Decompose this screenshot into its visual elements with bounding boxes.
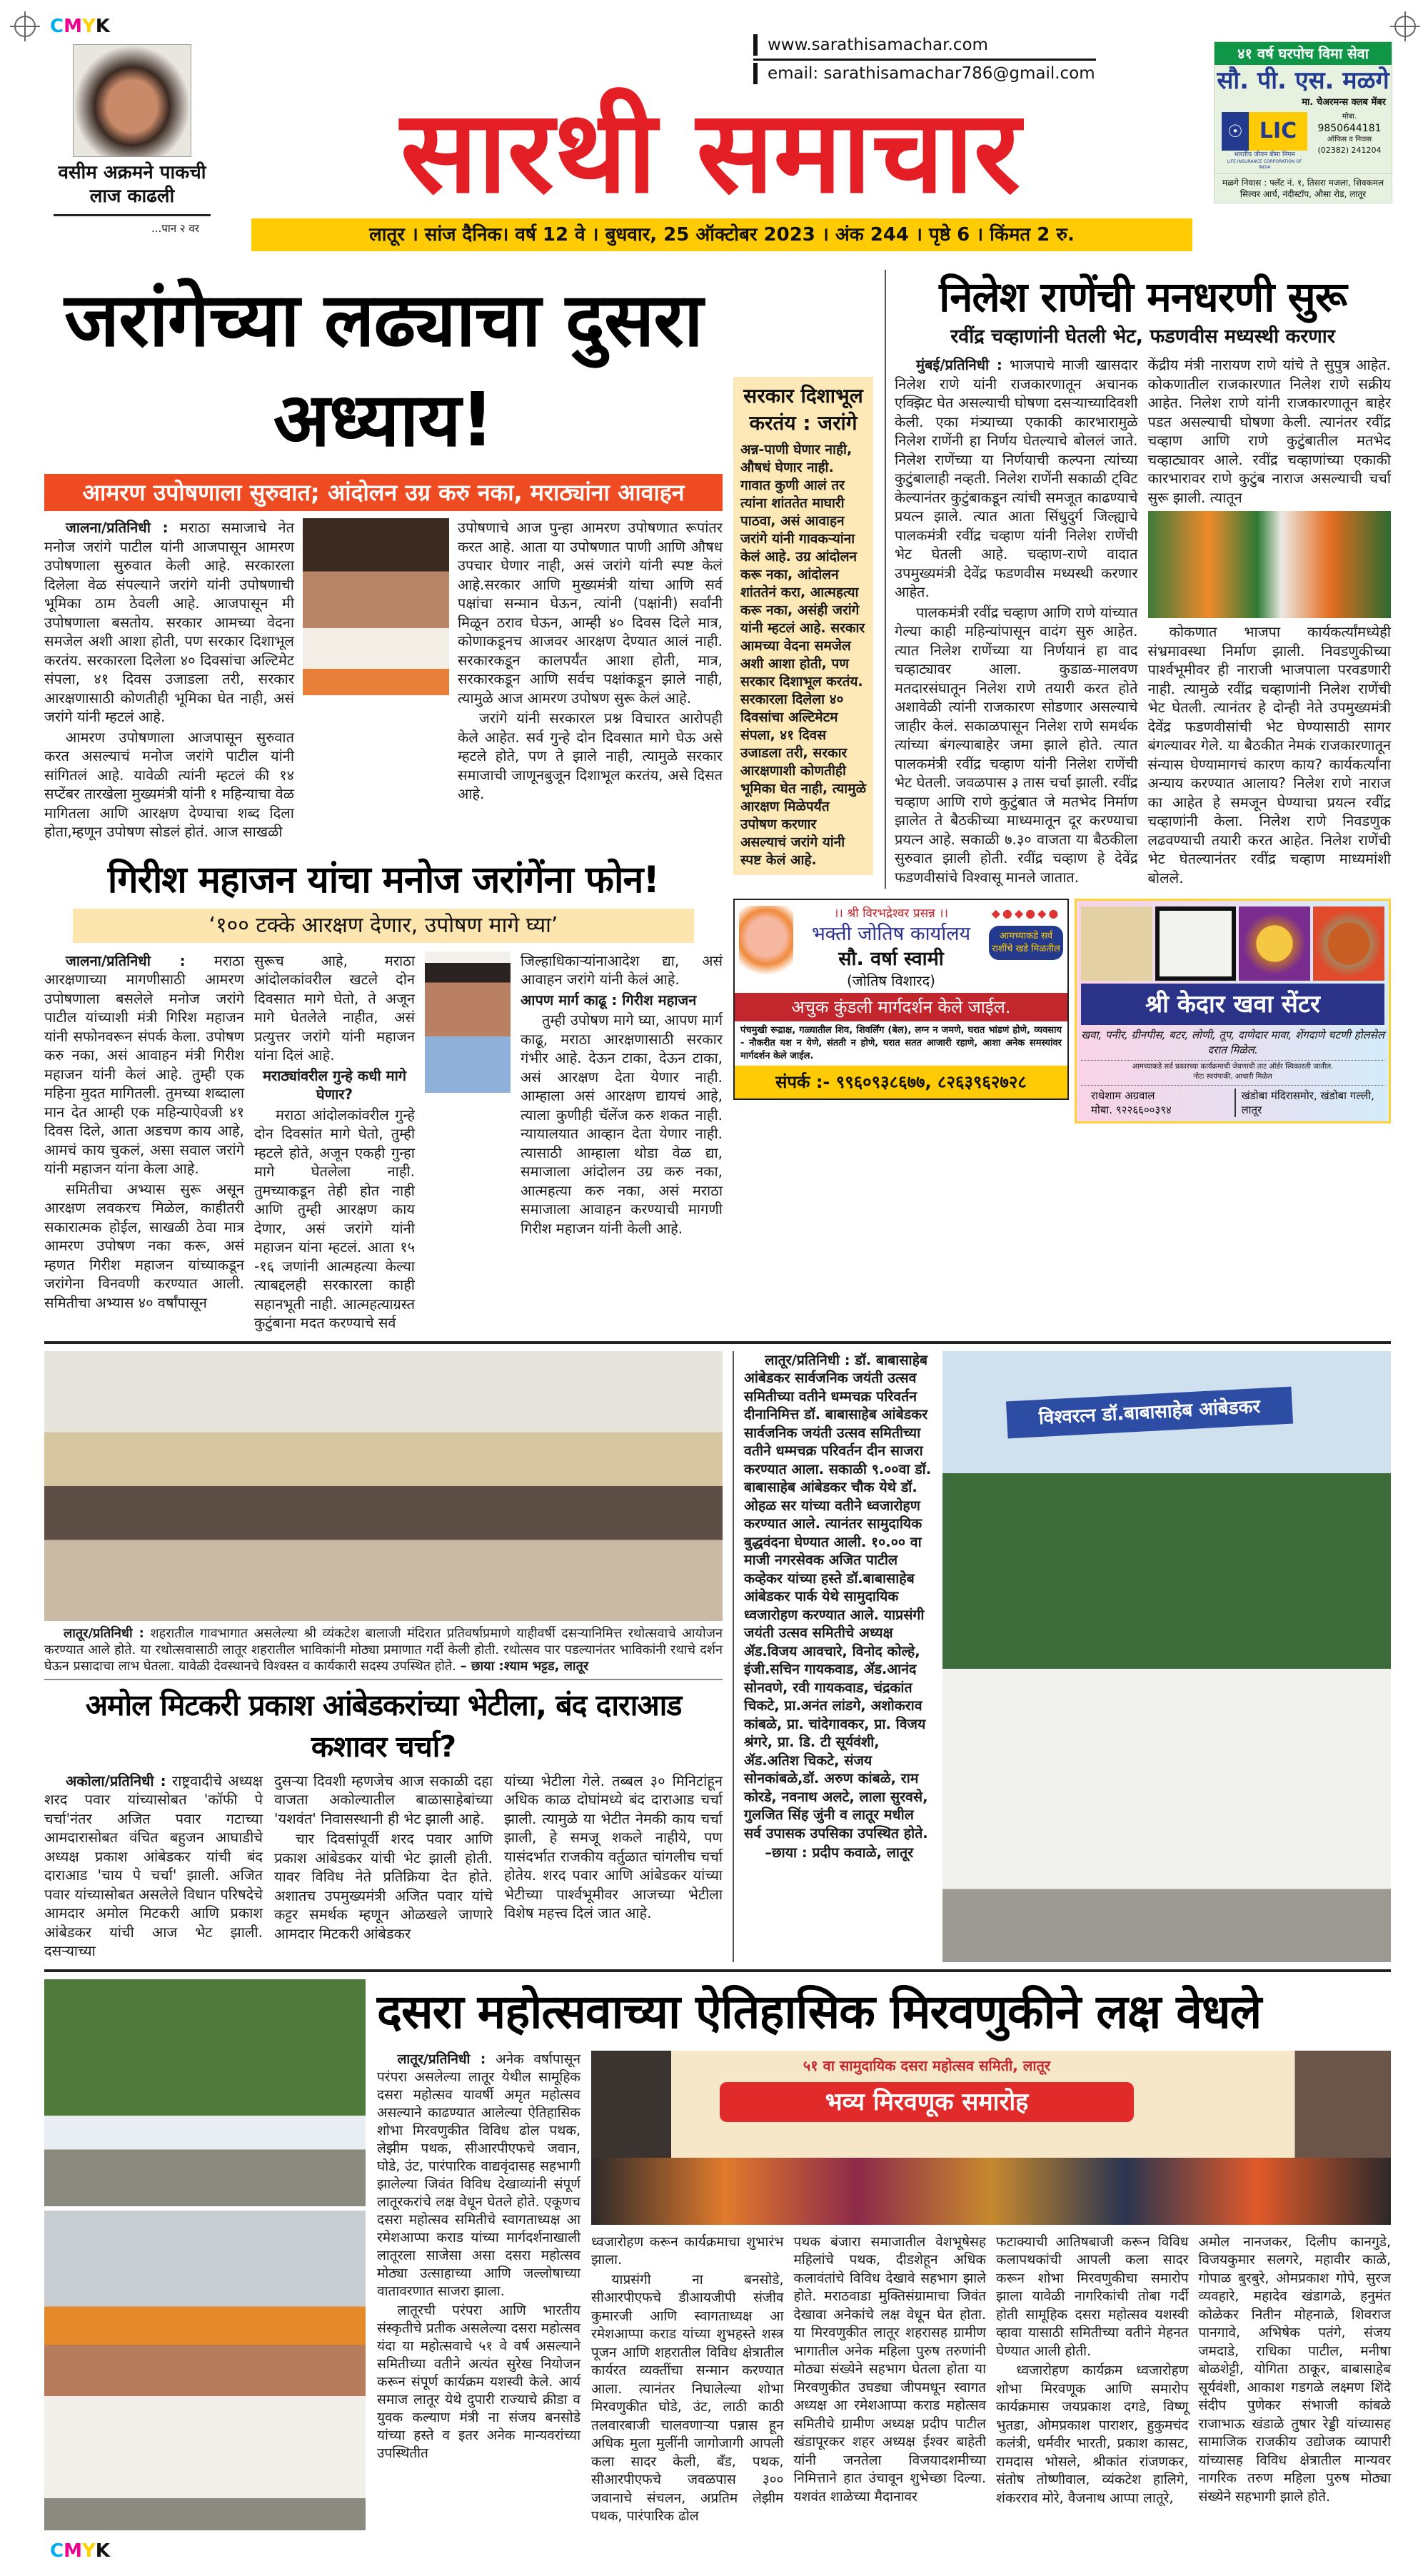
mahajan-column-3 bbox=[521, 951, 723, 1240]
registration-mark bbox=[1394, 16, 1416, 37]
paragraph: समितीचा अभ्यास सुरू असून आरक्षण लवकरच मिळेल, काहीतरी सकारात्मक होईल, साखळी ठेवा मात्र आमरण उपोषण नका करू, असं म्हणत गिरीश महाजन यांच्याकडून जरांगेना विनवणी करण्यात आली. समितीचा अभ्यास ४० वर्षांपासून bbox=[44, 1180, 244, 1311]
divider bbox=[44, 1679, 723, 1680]
cmyk-mark bbox=[50, 2540, 1391, 2562]
section-divider bbox=[44, 1969, 1391, 1972]
paragraph: जरांगे यांनी सरकारल प्रश्न विचारत आरोपही केले आहेत. सर्व गुन्हे दोन दिवसात मागे घेऊ असे म्हटले होते, पण ते झाले नाही, त्यामुळे सरकार समाजाची जाणूनबुजून दिशाभूल करतंय, असे दिसत आहे. bbox=[458, 709, 723, 802]
rane-subhead: रवींद्र चव्हाणांनी घेतली भेट, फडणवीस मध्यस्थी करणार bbox=[950, 325, 1335, 348]
paragraph: आमरण उपोषणाला आजपासून सुरुवात करत असल्याचं मनोज जरांगे पाटील यांनी सांगितलं आहे. यावेळी त्यांनी म्हटलं की १४ सप्टेंबर तारखेला मुख्यमंत्री यांनी १ महिन्याचा वेळ मागितला आणि आरक्षण देण्याचा शब्द दिला होता,म्हणून उपोषण सोडलं होतं. आज साखळी bbox=[44, 728, 294, 840]
paragraph: मराठा समाजाचे नेत मनोज जरांगे पाटील यांनी आजपासून आमरण उपोषणाला सुरुवात केली आहे. सरकारला दिलेला वेळ संपल्याने जरांगे यांनी उपोषणाची भूमिका ठाम ठेवली आहे. आजपासून मी उपोषणाला बसतोय. सरकार आमच्या वेदना समजेल अशी आशा होती, पण सरकार दिशाभूल करतंय. सरकारला दिलेला ४० दिवसांचा अल्टिमेट संपला, ४१ दिवस उजाडला तरी, सरकार आरक्षणासाठी कोणतीही भूमिका घेत नाही, असं जरांगे यांनी म्हटलं आहे. bbox=[44, 519, 294, 725]
agent-tagline: मा. चेअरमन्स क्लब मेंबर bbox=[1302, 97, 1386, 108]
cmyk-y: Y bbox=[81, 16, 96, 37]
email-link[interactable]: email: sarathisamachar786@gmail.com bbox=[753, 63, 1095, 84]
divider bbox=[54, 214, 211, 216]
agent-name: सौ. पी. एस. मळगे bbox=[1217, 66, 1389, 95]
teaser-jump[interactable]: ...पान २ वर bbox=[151, 222, 199, 235]
lic-advertisement[interactable] bbox=[1214, 41, 1392, 203]
cmyk-k: K bbox=[95, 16, 110, 37]
stage-banner: भव्य मिरवणूक समारोह bbox=[720, 2082, 1134, 2122]
lead-column-2 bbox=[458, 518, 723, 805]
lead-headline[interactable]: जरांगेच्या लढ्याचा दुसरा अध्याय! bbox=[64, 276, 703, 463]
paragraph: राष्ट्रवादीचे अध्यक्ष शरद पवार यांच्यासोबत 'कॉफी पे चर्चा'नंतर अजित पवार गटाच्या आमदारासोबत वंचित बहुजन आघाडीचे अध्यक्ष प्रकाश आंबेडकर यांची बंद दाराआड 'चाय पे चर्चा' झाली. अजित पवार यांच्यासोबत असलेले विधान परिषदेचे आमदार अमोल मिटकरी आणि प्रकाश आंबेडकर यांची आज भेट झाली. दसऱ्याच्या bbox=[44, 1772, 263, 1959]
rath-festival-photo bbox=[44, 1351, 723, 1621]
paragraph: मराठा आरक्षणाच्या मागणीसाठी आमरण उपोषणाला बसलेले मनोज जरांगे पाटील यांच्याशी मंत्री गिरिश महाजन यांनी सफोनवरून संपर्क केला. उपोषण करु नका, असं आवाहन मंत्री गिरीश महाजन यांनी केलं आहे. तुम्ही एक महिना मुदत मागितली. तुमच्या शब्दाला मान देत आम्ही एक महिन्याऐवजी ४१ दिवस दिले, आता अडचण काय आहे, आमचं काय चुकलं, असा सवाल जरांगे यांनी महाजन यांना केला आहे. bbox=[44, 951, 244, 1177]
cmyk-y: Y bbox=[81, 2540, 96, 2562]
dateline: अकोला/प्रतिनिधी : bbox=[66, 1772, 166, 1789]
rane-column-2b bbox=[1148, 622, 1392, 887]
rane-column-2 bbox=[1148, 355, 1392, 507]
lic-logo-text: LIC bbox=[1249, 112, 1307, 151]
lic-emblem-icon: ☉ bbox=[1222, 112, 1249, 151]
shop-mobile[interactable]: मोबा. ९२२६६००३९४ bbox=[1091, 1103, 1172, 1116]
sidebar-body: अन्न-पाणी घेणार नाही, औषधं घेणार नाही. गावात कुणी आलं तर त्यांना शांततेत माघारी पाठवा, असं आवाहन जरांगे यांनी गावकऱ्यांना केलं आहे. उग्र आंदोलन करू नका, आंदोलन शांततेनं करा, आत्महत्या करू नका, असंही जरांगे यांनी म्हटलं आहे. सरकार आमच्या वेदना समजेल अशी आशा होती, पण सरकार दिशाभूल करतंय. सरकारला दिलेला ४० दिवसांचा अल्टिमेटम संपला, ४१ दिवस उजाडला तरी, सरकार आरक्षणाशी कोणतीही भूमिका घेत नाही, त्यामुळे आरक्षण मिळेपर्यंत उपोषण करणार असल्याचं जरांगे यांनी स्पष्ट केलं आहे. bbox=[740, 442, 867, 868]
masthead bbox=[44, 0, 1391, 264]
paragraph: सुरूच आहे, मराठा आंदोलकांवरील खटले दोन दिवसात मागे घेतो, ते अजून मागे घेतलेले नाहीत, असं प्रत्युत्तर जरांगे यांनी महाजन यांना दिलं आहे. bbox=[254, 951, 415, 1064]
mitkari-column-2 bbox=[274, 1772, 493, 1945]
dasara-column-3 bbox=[794, 2233, 987, 2508]
middle-section bbox=[44, 1351, 1391, 1962]
ambedkar-article bbox=[744, 1351, 932, 1864]
wasim-akram-photo bbox=[73, 44, 191, 157]
ghee-image bbox=[1239, 906, 1310, 981]
dignitaries-photo bbox=[44, 2211, 366, 2530]
section-divider bbox=[44, 1341, 1391, 1344]
rane-column-1 bbox=[895, 355, 1138, 888]
teaser-headline[interactable]: वसीम अक्रमने पाकची लाज काढली bbox=[58, 162, 206, 207]
top-section bbox=[44, 270, 1391, 1334]
mahajan-column-2 bbox=[254, 951, 415, 1334]
dateline: लातूर/प्रतिनिधी : bbox=[765, 1351, 850, 1368]
caption-text: शहरातील गावभागात असलेल्या श्री व्यंकटेश बालाजी मंदिरात प्रतिवर्षाप्रमाणे याहीवर्षी दसऱ्यानिमित्त रथोत्सवाचे आयोजन करण्यात आले होते. या रथोत्सवासाठी लातूर शहरातील भाविकांनी मोठ्या प्रमाणात गर्दी केली होती. रथोत्सव पार पडल्यानंतर भाविकांनी रथाचे दर्शन घेऊन प्रसादाचा लाभ घेतला. यावेळी देवस्थानचे विश्वस्त व कार्यकारी सदस्य उपस्थित होते. bbox=[44, 1625, 723, 1674]
cmyk-m: M bbox=[64, 16, 82, 37]
dateline-bar: लातूर । सांज दैनिक। वर्ष 12 वे । बुधवार, 25 ऑक्टोबर 2023 । अंक 244 । पृष्ठे 6 । किंमत 2 रु. bbox=[251, 218, 1192, 251]
paragraph: अनेक वर्षापासून परंपरा असलेल्या लातूर येथील सामूहिक दसरा महोत्सव यावर्षी अमृत महोत्सव असल्याने काढण्यात आलेल्या ऐतिहासिक शोभा मिरवणुकीत विविध ढोल पथक, लेझीम पथक, सीआरपीएफचे जवान, घोडे, उंट, पारंपारिक वाद्यवृंदासह सहभागी झालेल्या जिवंत विविध देखाव्यांनी संपूर्ण लातूरकरांचे लक्ष वेधून घेतले होते. एकूणच दसरा महोत्सव समितीचे स्वागताध्यक्ष आ रमेशआप्पा कराड यांच्या मार्गदर्शनाखाली लातूरला साजेसा असा दसरा महोत्सव मोठ्या उत्साहाच्या आणि जल्लोषाच्या वातावरणात साजरा झाला. bbox=[377, 2051, 580, 2299]
paragraph: ध्वजारोहण करून कार्यक्रमाचा शुभारंभ झाला. bbox=[591, 2233, 784, 2268]
photo-credit: – छाया :श्याम भट्टड, लातूर bbox=[460, 1658, 589, 1674]
stage-performers bbox=[591, 2158, 1391, 2225]
paragraph: यांच्या भेटीला गेले. तब्बल ३० मिनिटांहून अधिक काळ दोघांमध्ये बंद दाराआड चर्चा झाली. त्यामुळे या भेटीत नेमकी काय चर्चा झाली, हे समजू शकले नाहीये, पण यासंदर्भात राजकीय वर्तुळात चांगलीच चर्चा होतेय. शरद पवार आणि आंबेडकर यांच्या भेटीच्या पार्श्वभूमीवर आजच्या भेटीला विशेष महत्त्व दिलं जात आहे. bbox=[504, 1772, 723, 1921]
ads-row bbox=[733, 899, 1391, 1123]
girish-mahajan-photo bbox=[425, 951, 511, 1093]
sidebar-box bbox=[733, 377, 873, 875]
paragraph: कोकणात भाजपा कार्यकर्त्यांमध्येही संभ्रमावस्था निर्माण झाली. निवडणुकीच्या पार्श्वभूमीवर ही नाराजी भाजपाला परवडणारी नाही. त्यामुळे रवींद्र चव्हाणांनी निलेश राणेंची भेट घेतली. त्यानंतर हे दोन्ही नेते उपमुख्यमंत्री देवेंद्र फडणवीसांची भेट घेण्यासाठी सागर बंगल्यावर गेले. या बैठकीत नेमकं राजकारणातून संन्यास घेण्यामागचं कारण काय? कार्यकर्त्यांना अन्याय करण्यात आलाय? निलेश राणे नाराज का आहेत हे समजून घेण्याचा प्रयत्न रवींद्र चव्हाणांनी केला. निलेश राणे निवडणुक लढवण्याची तयारी करत आहेत. निलेश राणेंची भेट घेतल्यानंतर रवींद्र चव्हाण माध्यमांशी बोलले. bbox=[1147, 623, 1391, 887]
paragraph: तुम्ही उपोषण मागे घ्या, आपण मार्ग काढू, मराठा आरक्षणासाठी सरकार गंभीर आहे. देऊन टाका, देऊन टाका, असं आरक्षण देता येणार नाही. आम्हाला असं आरक्षण द्यायचं आहे, त्याला कुणीही चॅलेंज करु शकत नाही. न्यायालयात आव्हान देता येणार नाही. त्यासाठी आम्हाला थोडा वेळ द्या, समाजाला आंदोलन उग्र करु नका, आत्महत्या करु नका, असं मराठा समाजाला आवाहन करण्याची मागणी गिरीश महाजन यांनी केली आहे. bbox=[521, 1011, 723, 1237]
paragraph: दुसऱ्या दिवशी म्हणजेच आज सकाळी दहा वाजता अकोल्यातील बाळासाहेबांच्या 'यशवंत' निवासस्थानी ही भेट झाली आहे. bbox=[274, 1772, 493, 1827]
paragraph: केंद्रीय मंत्री नारायण राणे यांचे ते सुपुत्र आहेत. कोकणातील राजकारणात निलेश राणे सक्रीय आहेत. निलेश राणे यांनी राजकारणातून बाहेर पडत असल्याची घोषणा केली. त्यानंतर रवींद्र चव्हाण आणि राणे कुटुंबातील मतभेद चव्हाट्यावर आले. रवींद्र चव्हाणांच्या एकाकी कारभारावर राणे कुटुंब नाराज असल्याची चर्चा सुरू झाली. त्यातून bbox=[1147, 356, 1391, 506]
dasara-column-4 bbox=[996, 2233, 1189, 2510]
shop-address: खंडोबा मंदिरासमोर, खंडोबा गल्ली, लातूर bbox=[1235, 1089, 1385, 1117]
paragraph: पालकमंत्री रवींद्र चव्हाण आणि राणे यांच्यात गेल्या काही महिन्यांपासून वादंग सुरु आहेत. त्यात निलेश राणेंच्या या निर्णयानं हा वाद चव्हाट्यावर आला. कुडाळ-मालवण मतदारसंघातून निलेश राणे तयारी करत होते अशावेळी त्यांनी राजकारण सोडणार असल्याचे जाहीर केलं. सकाळपासून निलेश राणे समर्थक त्यांच्या बंगल्याबाहेर जमा झाले होते. त्यात पालकमंत्री रवींद्र चव्हाण यांनी निलेश राणेंची भेट घेतली. जवळपास ३ तास चर्चा झाली. रवींद्र चव्हाण आणि राणे कुटुंबात जे मतभेद निर्माण झालेत ते बैठकीच्या माध्यमातून दूर करण्याचा प्रयत्न आहे. सकाळी ७.३० वाजता या बैठकीला सुरुवात झाली होती. रवींद्र चव्हाण हे देवेंद्र फडणवीसांचे विश्वासू मानले जातात. bbox=[895, 603, 1138, 886]
shop-owner: राधेशाम अग्रवाल bbox=[1091, 1089, 1155, 1102]
cmyk-c: C bbox=[50, 2540, 64, 2562]
dasara-stage-photo bbox=[591, 2051, 1391, 2225]
mitkari-column-1 bbox=[44, 1772, 263, 1962]
paragraph: डॉ. बाबासाहेब आंबेडकर सार्वजनिक जयंती उत्सव समितीच्या वतीने धम्मचक्र परिवर्तन दीनानिमित्त डॉ. बाबासाहेब आंबेडकर सार्वजनिक जयंती उत्सव समितीच्या वतीने धम्मचक्र परिवर्तन दीन साजरा करण्यात आला. सकाळी ९.००वा डॉ. बाबासाहेब आंबेडकर चौक येथे डॉ. ओहळ सर यांच्या वतीने ध्वजारोहण करण्यात आले. त्यानंतर सामुदायिक बुद्धवंदना घेण्यात आली. १०.०० वा माजी नगरसेवक अजित पाटील कव्हेकर यांच्या हस्ते डॉ.बाबासाहेब आंबेडकर पार्क येथे सामुदायिक ध्वजारोहण करण्यात आले. याप्रसंगी जयंती उत्सव समितीचे अध्यक्ष ॲड.विजय आवचारे, विनोद कोल्हे, इंजी.सचिन गायकवाड, ॲड.आनंद सोनवणे, रवी गायकवाड, चंद्रकांत चिकटे, प्रा.अनंत लांडगे, अशोकराव कांबळे, प्रा. चांदेगावकर, प्रा. विजय श्रंगरे, प्रा. डि. टी सूर्यवंशी, ॲड.अतिश चिकटे, संजय सोनकांबळे,डॉ. अरुण कांबळे, राम कोरडे, नवनाथ अलटे, लाला सुरवसे, गुलजित सिंह जुंनी व लातूर मधील सर्व उपासक उपसिका उपस्थित होते. bbox=[744, 1351, 932, 1842]
dasara-column-5 bbox=[1199, 2233, 1392, 2508]
column-rule bbox=[733, 1351, 734, 1962]
chutney-image bbox=[1313, 906, 1384, 981]
paragraph: पथक बंजारा समाजातील वेशभूषेसह महिलांचे पथक, दीडशेहून अधिक कलावंतांचे विविध देखावे सहभाग झाले होते. मराठवाडा मुक्तिसंग्रामाचा जिवंत देखावा अनेकांचे लक्ष वेधून घेत होता. या मिरवणुकीत लातूर शहरासह ग्रामीण भागातील अनेक महिला पुरुष तरुणांनी मोठ्या संख्येने सहभाग घेतला होता या मिरवणुकीत उघड्या जीपमधून स्वागत अध्यक्ष आ रमेशआप्पा कराड महोत्सव समितीचे ग्रामीण अध्यक्ष प्रदीप पाटील खंडापूरकर शहर अध्यक्ष ईश्वर बाहेती यांनी जनतेला विजयादशमीच्या निमित्ताने हात उंचावून शुभेच्छा दिल्या. यशवंत शाळेच्या मैदानावर bbox=[793, 2233, 986, 2505]
khava-image bbox=[1081, 906, 1152, 981]
newspaper-title: सारथी समाचार bbox=[400, 85, 1021, 218]
registration-mark bbox=[14, 16, 36, 37]
dateline: लातूर/प्रतिनिधी : bbox=[397, 2051, 486, 2067]
astro-services: पंचमुखी रूद्राक्ष, गळ्यातील शिव, शिवर्लिंग (बेल), लग्न न जमणे, घरात भांडणं होणे, व्यवसाय - नौकरीत यश न येणे, संतती न होणे, घरात सतत आजारी रहाणे, आशा अनेक समस्यांवर मार्गदर्शन केले जाईल. bbox=[740, 1025, 1062, 1061]
dateline: जालना/प्रतिनिधी : bbox=[66, 951, 186, 969]
astro-banner: अचुक कुंडली मार्गदर्शन केले जाईल. bbox=[735, 993, 1067, 1021]
dasara-headline-lead[interactable]: दसरा bbox=[377, 1984, 463, 2039]
shop-name: श्री केदार खवा सेंटर bbox=[1081, 984, 1384, 1025]
paragraph: भाजपाचे माजी खासदार निलेश राणे यांनी राजकारणातून अचानक एक्झिट घेत असल्याची घोषणा दसऱ्याच्यादिवशी केली. एका मंत्र्याच्या एकाकी कारभारामुळे निलेश राणेंनी हा निर्णय घेतल्याचे बोललं जाते. निलेश राणेंच्या या निर्णयाची कल्पना त्यांच्या कुटुंबालाही नव्हती. निलेश राणेंनी सकाळी ट्विट केल्यानंतर कुटुंबाकडून त्यांची समजूत काढण्याचे प्रयत्न झाले. त्यात आता सिंधुदुर्ग जिल्ह्याचे पालकमंत्री रवींद्र चव्हाण यांनी निलेश राणेंची भेट घेतली आहे. चव्हाण-राणे वादात उपमुख्यमंत्री देवेंद्र फडणवीस मध्यस्थी करणार आहेत. bbox=[895, 356, 1138, 600]
lic-logo-sub-en: LIFE INSURANCE CORPORATION OF INDIA bbox=[1227, 159, 1302, 170]
mitkari-column-3 bbox=[504, 1772, 723, 1924]
dasara-section bbox=[44, 1979, 1391, 2530]
mobile-label: मोबा. bbox=[1342, 113, 1357, 121]
gemstones-icon: ◆●◆●◆● bbox=[991, 906, 1061, 920]
paragraph: लातूरची परंपरा आणि भारतीय संस्कृतीचे प्रतीक असलेल्या दसरा महोत्सव यंदा या महोत्सवाचे ५१ वे वर्ष असल्याने समितीच्या वतीने अत्यंत सुरेख नियोजन करून संपूर्ण कार्यक्रम यशस्वी केले. आर्य समाज लातूर येथे दुपारी राज्याचे क्रीडा व युवक कल्याण मंत्री ना संजय बनसोडे यांच्या हस्ते व इतर अनेक मान्यवरांच्या उपस्थितीत bbox=[377, 2302, 580, 2461]
rane-story bbox=[885, 270, 1391, 889]
khava-center-advertisement[interactable] bbox=[1075, 899, 1391, 1123]
photo-credit: –छाया : प्रदीप कवाळे, लातूर bbox=[765, 1844, 914, 1861]
office-phone[interactable]: (02382) 241204 bbox=[1317, 146, 1382, 155]
dateline: जालना/प्रतिनिधी : bbox=[66, 519, 169, 536]
cmyk-k: K bbox=[95, 2540, 110, 2562]
paragraph: मराठा आंदोलकांवरील गुन्हे दोन दिवसांत मागे घेतो, तुम्ही म्हटले होते, अजून एकही गुन्हा मागे घेतलेला नाही. तुमच्याकडून तेही होत नाही आणि तुम्ही आरक्षण काय देणार, असं जरांगे यांनी महाजन यांना म्हटलं. आता १५ -१६ जणांनी आत्महत्या केल्या त्याबद्दलही सरकारला काही सहानभूती नाही. आत्महत्याग्रस्त कुटुंबाना मदत करण्याचे सर्व bbox=[254, 1106, 415, 1331]
cmyk-c: C bbox=[50, 16, 64, 37]
dasara-headline[interactable]: महोत्सवाच्या ऐतिहासिक मिरवणुकीने लक्ष वेधले bbox=[477, 1984, 1262, 2039]
subhead: आपण मार्ग काढू : गिरीश महाजन bbox=[521, 991, 697, 1009]
office-label: ऑफिस व निवास bbox=[1327, 136, 1372, 143]
lic-logo-sub: भारतीय जीवन बीमा निगम bbox=[1234, 151, 1295, 158]
dasara-column-2 bbox=[591, 2233, 784, 2527]
shop-note: नोटः स्वयंपाकी, आचारी मिळेल bbox=[1193, 1073, 1272, 1081]
shop-orders: आमच्याकडे सर्व प्रकारच्या कार्यक्रमाची जेवणाची ताट ऑर्डर स्विकारली जातील. bbox=[1081, 1060, 1384, 1072]
sidebar-headline[interactable]: सरकार दिशाभूल करतंय : जरांगे bbox=[743, 384, 863, 435]
paragraph: याप्रसंगी ना बनसोडे, सीआरपीएफचे डीआयजीपी संजीव कुमारजी आणि स्वागताध्यक्ष आ रमेशआप्पा कराड यांच्या शुभहस्ते शस्त्र पूजन आणि शहरातील विविध क्षेत्रातील कार्यरत व्यक्तींचा सन्मान करण्यात आला. त्यानंतर निघालेल्या शोभा मिरवणुकीत घोडे, उंट, लाठी काठी तलवारबाजी चालवणाऱ्या पन्नास हून अधिक मुला मुलींनी जागोजागी आपली कला सादर केली, बँड, पथक, सीआरपीएफचे जवळपास ३०० जवानाचे संचलन, अप्रतिम लेझीम पथक, पारंपारिक ढोल bbox=[591, 2271, 784, 2524]
divider bbox=[753, 59, 1096, 61]
agent-address: मळगे निवास : फ्लॅट नं. १, तिसरा मजला, शिवकमल सिल्वर आर्च, नंदीस्टॉप, औसा रोड, लातूर bbox=[1215, 173, 1392, 200]
dasara-headline-row bbox=[377, 1979, 1391, 2045]
stage-banner-top: ५१ वा सामुदायिक दसरा महोत्सव समिती, लातूर bbox=[803, 2056, 1051, 2074]
paragraph: फटाक्याची आतिषबाजी करून विविध कलापथकांची आपली कला सादर करून शोभा मिरवणुकीचा समारोप झाला यावेळी नागरिकांची तोबा गर्दी होती सामूहिक दसरा महोत्सव यशस्वी व्हावा यासाठी समितीच्या वतीने मेहनत घेण्यात आली होती. bbox=[996, 2233, 1189, 2359]
cmyk-mark bbox=[50, 16, 110, 37]
dateline: लातूर/प्रतिनिधी : bbox=[64, 1625, 144, 1641]
manoj-jarange-photo bbox=[303, 518, 449, 695]
gemstone-badge: आमच्याकडे सर्व राशींचे खडे मिळतील bbox=[989, 926, 1063, 960]
ambedkar-memorial-photo bbox=[942, 1351, 1391, 1962]
paneer-image bbox=[1155, 906, 1235, 981]
paragraph: चार दिवसांपूर्वी शरद पवार आणि प्रकाश आंबेडकर यांची भेट झाली होती. यावर विविध नेते प्रतिक्रिया देत होते. अशातच उपमुख्यमंत्री अजित पवार यांचे कट्टर समर्थक म्हणून ओळखले जाणारे आमदार मिटकरी आंबेडकर bbox=[274, 1830, 493, 1942]
astro-contact[interactable]: संपर्क :- ९९६०९३८६७७, ८२६३९६२७२८ bbox=[735, 1066, 1067, 1098]
astrology-advertisement[interactable] bbox=[733, 899, 1069, 1100]
rath-caption bbox=[44, 1625, 723, 1675]
mahajan-column-1 bbox=[44, 951, 244, 1314]
shop-products: खवा, पनीर, ग्रीनपीस, बटर, लोणी, तूप, दाणेदार मावा, शेंगदाणे चटणी होलसेल दरात मिळेल. bbox=[1081, 1029, 1384, 1056]
memorial-sign: विश्वरत्न डॉ.बाबासाहेब आंबेडकर bbox=[1006, 1386, 1293, 1438]
mahajan-subhead: ‘१०० टक्के आरक्षण देणार, उपोषण मागे घ्या’ bbox=[73, 909, 694, 943]
rane-headline[interactable]: निलेश राणेंची मनधरणी सुरू bbox=[939, 273, 1347, 321]
paragraph: उपोषणाचे आज पुन्हा आमरण उपोषणात रूपांतर करत आहे. आता या उपोषणात पाणी आणि औषध उपचार घेणार नाही, असं जरांगे यांनी स्पष्ट केलं आहे.सरकार आणि मुख्यमंत्री यांचा आणि सर्व पक्षांचा सन्मान घेऊन, त्यांनी (पक्षांनी) सर्वांनी मिळून ठराव घेऊन, आम्ही ४० दिवस दिले मात्र, कोणाकडूनच आजवर आरक्षण देण्यात आलं नाही. सरकारकडून कालपर्यंत आशा होती, मात्र, सरकारकडून आणि सर्वच पक्षांकडून झाले नाही, त्यामुळे आज आमरण उपोषण सुरू केलं आहे. bbox=[458, 519, 723, 707]
ganesha-image bbox=[739, 906, 793, 984]
flag-hoisting-photo bbox=[44, 1979, 366, 2206]
website-link[interactable]: www.sarathisamachar.com bbox=[753, 34, 988, 56]
lic-logo bbox=[1222, 112, 1307, 171]
subhead: मराठ्यांवरील गुन्हे कधी मागे घेणार? bbox=[262, 1066, 407, 1103]
mahajan-headline[interactable]: गिरीश महाजन यांचा मनोज जरांगेंना फोन! bbox=[107, 858, 660, 901]
mobile-number[interactable]: 9850644181 bbox=[1317, 123, 1382, 134]
mitkari-headline[interactable]: अमोल मिटकरी प्रकाश आंबेडकरांच्या भेटीला, बंद दाराआड कशावर चर्चा? bbox=[85, 1687, 682, 1764]
cmyk-m: M bbox=[64, 2540, 82, 2562]
dasara-column-1 bbox=[377, 2051, 580, 2464]
dateline: मुंबई/प्रतिनिधी : bbox=[916, 356, 1002, 373]
paragraph: ध्वजारोहण कार्यक्रम ध्वजारोहण शोभा मिरवणूक आणि समारोप कार्यक्रमास जयप्रकाश दगडे, विष्णू भुतडा, ओमप्रकाश पाराशर, हुकुमचंद कलंत्री, धर्मवीर भारती, प्रकाश कासट, रामदास भोसले, श्रीकांत रांजणकर, संतोष तोष्णीवाल, व्यंकटेश हालिगे, शंकरराव मोरे, वैजनाथ आप्पा लातूरे, bbox=[996, 2363, 1189, 2506]
astrologer-name: सौ. वर्षा स्वामी bbox=[838, 948, 944, 970]
office-name: भक्ती जोतिष कार्यालय bbox=[811, 923, 971, 945]
paragraph: अमोल नानजकर, दिलीप कानगुडे, विजयकुमार सलगरे, महावीर काळे, गोपाळ बुरबुरे, ओमप्रकाश गोपे, सुरज व्यवहारे, महादेव खंडागळे, हनुमंत कोळेकर नितीन मोहनाळे, शिवराज पानगावे, अभिषेक पतंगे, संजय जमदाडे, राधिका पाटील, मनीषा बोळशेट्टी, योगिता ठाकूर, बाबासाहेब सूर्यवंशी, आकाश गडगळे लक्ष्मण शिंदे संदीप पुणेकर संभाजी कांबळे राजाभाऊ खंडाळे तुषार रेड्डी यांच्यासह सामाजिक राजकीय उद्योजक व्यापारी यांच्यासह विविध क्षेत्रातील मान्यवर नागरिक तरुण महिला पुरुष मोठ्या संख्येने सहभागी झाले होते. bbox=[1198, 2233, 1391, 2505]
lead-column-1 bbox=[44, 518, 294, 843]
astrologer-title: (जोतिष विशारद) bbox=[846, 972, 935, 989]
rane-chavan-fadnavis-photo bbox=[1148, 511, 1392, 618]
lead-strap: आमरण उपोषणाला सुरुवात; आंदोलन उग्र करु नका, मराठ्यांना आवाहन bbox=[44, 474, 723, 511]
lic-banner: ४१ वर्ष घरपोच विमा सेवा bbox=[1215, 42, 1392, 65]
paragraph: जिल्हाधिकाऱ्यांनाआदेश द्या, असं आवाहन जरांगे यांनी केलं आहे. bbox=[521, 951, 723, 988]
blessing: ।। श्री विरभद्रेश्वर प्रसन्न ।। bbox=[833, 906, 949, 921]
